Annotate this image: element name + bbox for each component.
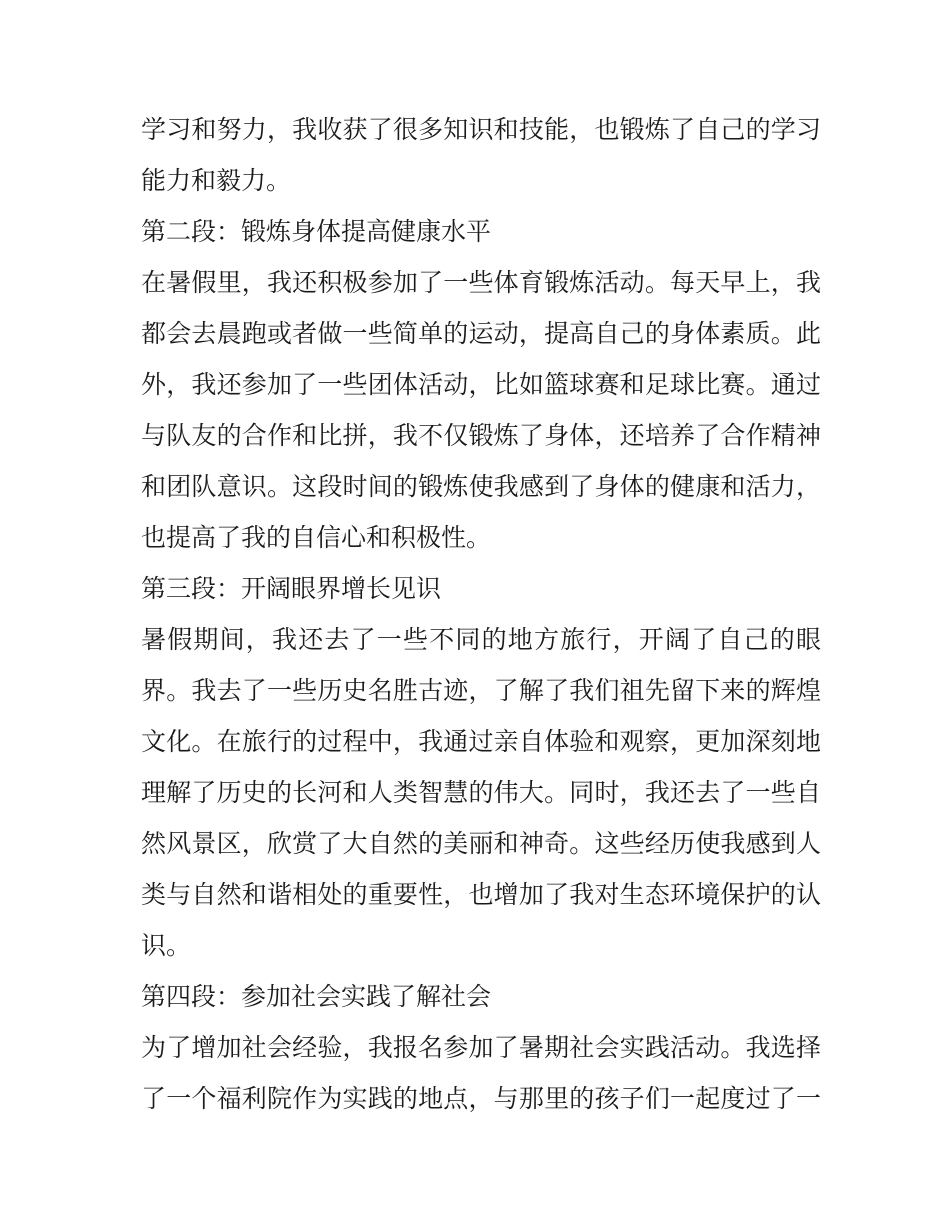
text-line: 识。 <box>141 931 192 960</box>
text-line: 文化。在旅行的过程中，我通过亲自体验和观察，更加深刻地 <box>141 727 821 756</box>
text-line: 类与自然和谐相处的重要性，也增加了我对生态环境保护的认 <box>141 880 821 909</box>
text-line: 了一个福利院作为实践的地点，与那里的孩子们一起度过了一 <box>141 1084 821 1113</box>
section-heading: 第二段：锻炼身体提高健康水平 <box>141 217 492 246</box>
text-line: 在暑假里，我还积极参加了一些体育锻炼活动。每天早上，我 <box>141 268 821 297</box>
text-line: 然风景区，欣赏了大自然的美丽和神奇。这些经历使我感到人 <box>141 829 821 858</box>
section-heading: 第四段：参加社会实践了解社会 <box>141 982 492 1011</box>
text-line: 界。我去了一些历史名胜古迹，了解了我们祖先留下来的辉煌 <box>141 676 821 705</box>
text-line: 外，我还参加了一些团体活动，比如篮球赛和足球比赛。通过 <box>141 370 821 399</box>
text-line: 暑假期间，我还去了一些不同的地方旅行，开阔了自己的眼 <box>141 625 821 654</box>
section-heading: 第三段：开阔眼界增长见识 <box>141 574 442 603</box>
text-line: 都会去晨跑或者做一些简单的运动，提高自己的身体素质。此 <box>141 319 821 348</box>
text-line: 学习和努力，我收获了很多知识和技能，也锻炼了自己的学习 <box>141 115 821 144</box>
text-line: 与队友的合作和比拼，我不仅锻炼了身体，还培养了合作精神 <box>141 421 821 450</box>
text-line: 理解了历史的长河和人类智慧的伟大。同时，我还去了一些自 <box>141 778 821 807</box>
text-line: 为了增加社会经验，我报名参加了暑期社会实践活动。我选择 <box>141 1033 821 1062</box>
text-line: 也提高了我的自信心和积极性。 <box>141 523 492 552</box>
text-line: 和团队意识。这段时间的锻炼使我感到了身体的健康和活力， <box>141 472 821 501</box>
text-line: 能力和毅力。 <box>141 166 292 195</box>
